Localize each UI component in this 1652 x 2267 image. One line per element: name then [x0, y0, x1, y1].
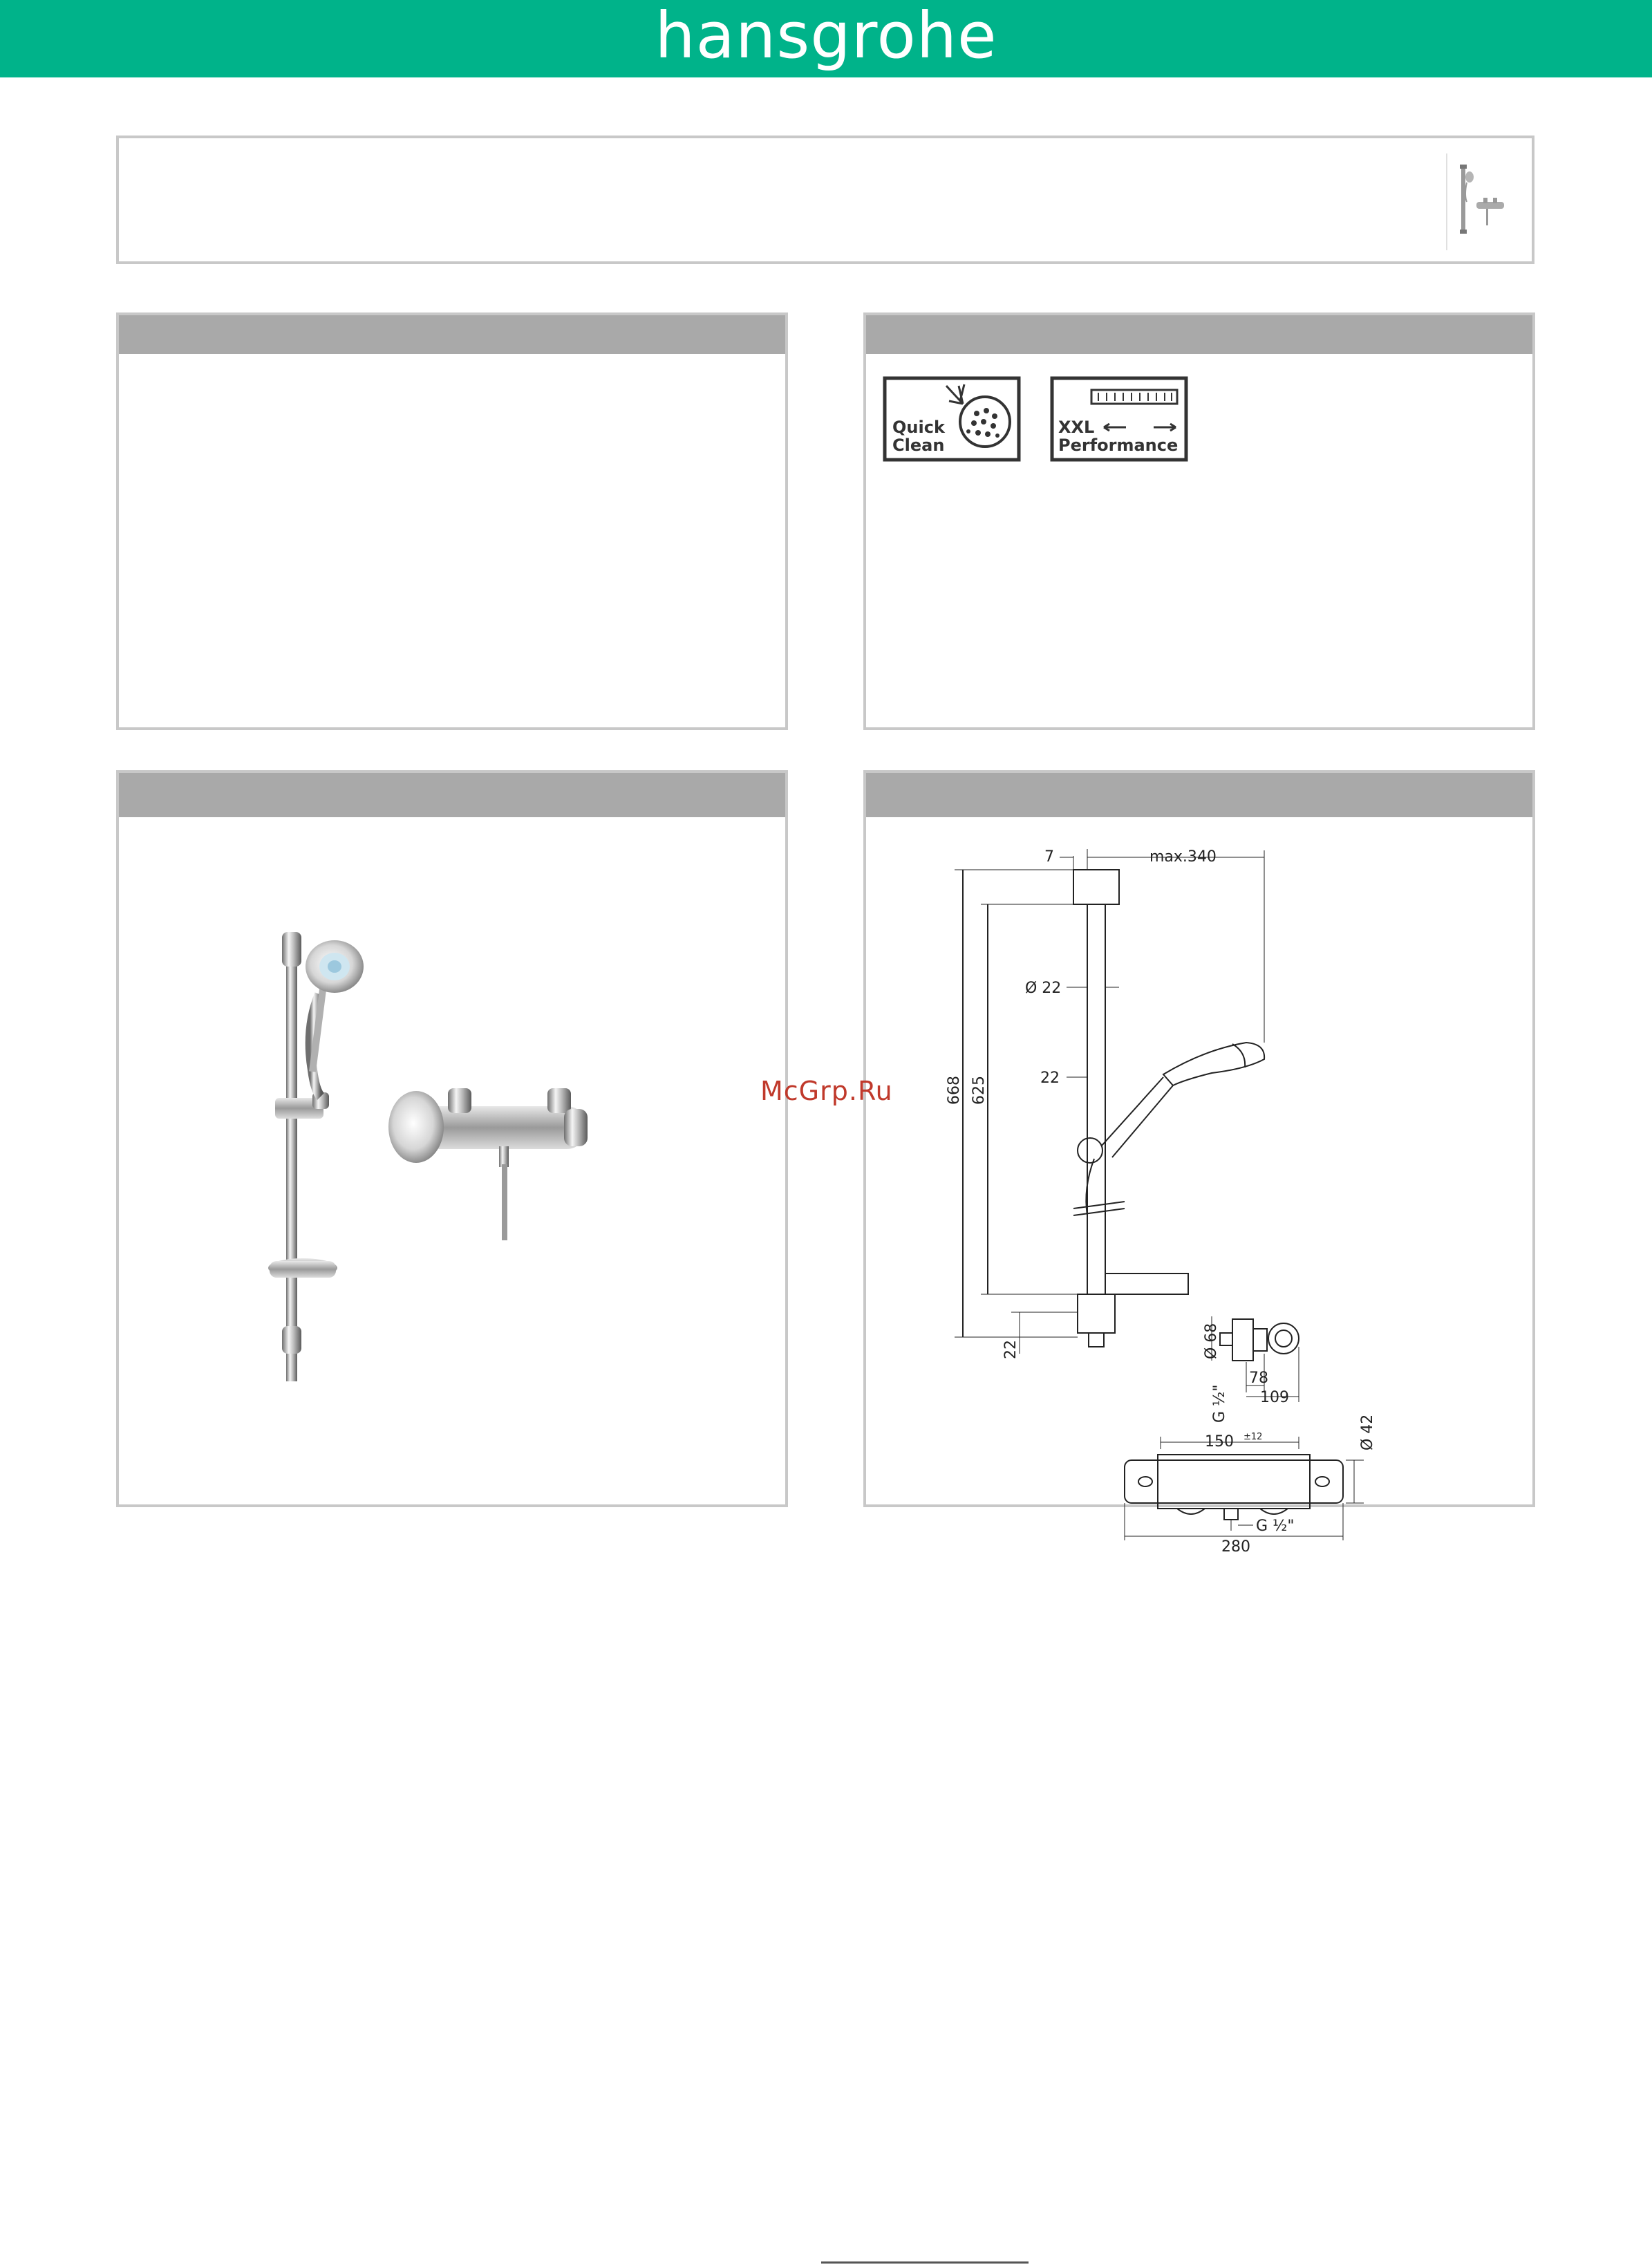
product-photo: [271, 911, 700, 1395]
brand-logo: hansgrohe: [655, 0, 997, 73]
dim-668: 668: [946, 1076, 963, 1105]
xxl-label-2: Performance: [1058, 436, 1179, 455]
dim-max340: max.340: [1149, 848, 1217, 866]
xxl-performance-icon: [1050, 376, 1188, 462]
dim-dia42: Ø 42: [1359, 1414, 1376, 1450]
dim-150-tolerance: ±12: [1243, 1432, 1263, 1442]
dim-dia68: Ø 68: [1203, 1323, 1220, 1359]
dim-280: 280: [1221, 1538, 1250, 1556]
dim-109: 109: [1260, 1389, 1289, 1406]
dim-g12-bottom: G ½": [1256, 1518, 1295, 1535]
dim-dia22: Ø 22: [1025, 980, 1062, 997]
section-header-bar: [866, 315, 1532, 354]
watermark: McGrp.Ru: [760, 1076, 893, 1106]
section-box-description: [116, 312, 788, 730]
quick-clean-icon: [883, 376, 1021, 462]
quick-clean-label-2: Clean: [892, 436, 945, 455]
xxl-label-1: XXL: [1058, 418, 1095, 437]
dim-22-top: 22: [1040, 1070, 1060, 1087]
footer-line: [821, 2261, 1029, 2264]
dim-625: 625: [970, 1076, 988, 1105]
dim-g12-side: G ½": [1211, 1384, 1228, 1423]
brand-header: [0, 0, 1652, 77]
quick-clean-label-1: Quick: [892, 418, 945, 437]
section-header-bar: [119, 315, 785, 354]
dim-150: 150: [1205, 1433, 1234, 1450]
product-thumbnail: [1446, 153, 1522, 236]
technical-drawing: [887, 842, 1509, 1556]
dim-7: 7: [1044, 848, 1054, 866]
section-box-product-image: [116, 770, 788, 1507]
section-box-features: [863, 312, 1535, 730]
section-header-bar: [866, 773, 1532, 817]
section-box-technical-drawing: [863, 770, 1535, 1556]
section-header-bar: [119, 773, 785, 817]
dim-78: 78: [1249, 1370, 1268, 1387]
dim-22-bottom: 22: [1002, 1340, 1020, 1359]
product-title-box: [116, 136, 1534, 264]
